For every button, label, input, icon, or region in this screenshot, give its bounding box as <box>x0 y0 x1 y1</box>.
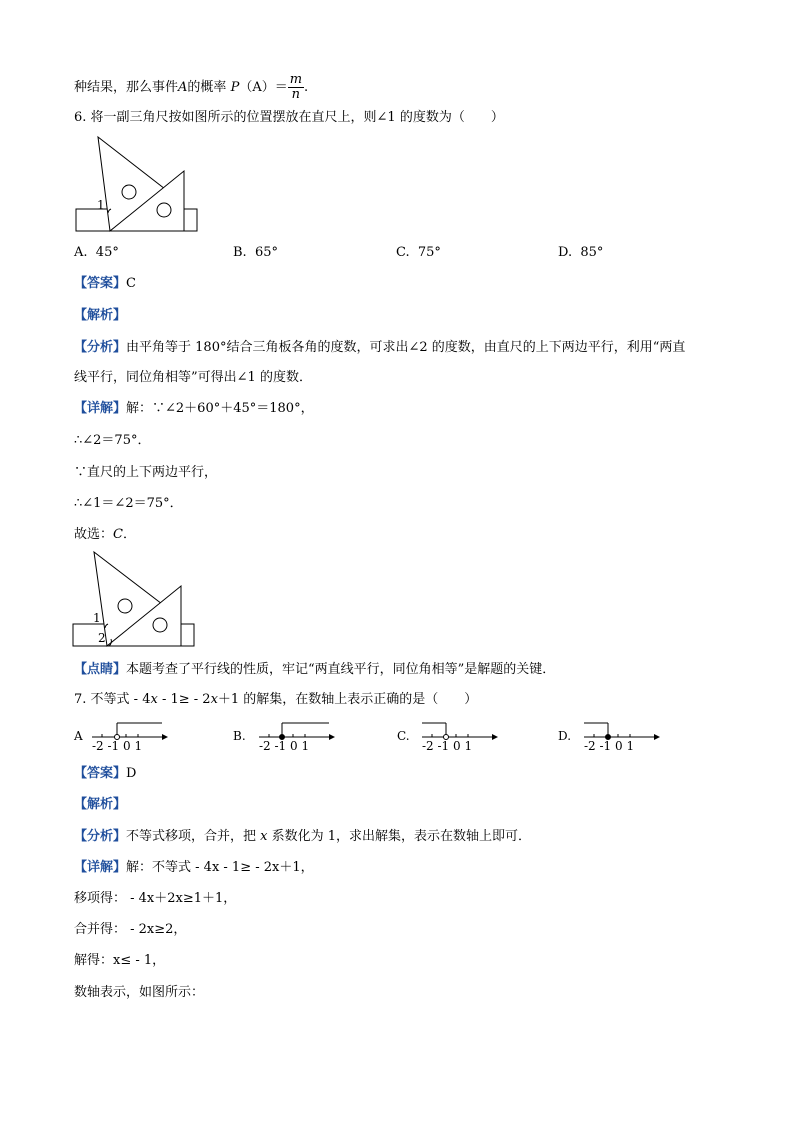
q6-option-d[interactable]: D. 85° <box>558 245 604 260</box>
q7-xiangjie: 【详解】解：不等式 - 4x - 1≥ - 2x＋1， <box>74 860 314 875</box>
q6-stem: 6. 将一副三角尺按如图所示的位置摆放在直尺上，则∠1 的度数为（ ） <box>74 110 504 125</box>
q6-option-a[interactable]: A. 45° <box>74 245 119 260</box>
q6-dianjing: 【点睛】本题考查了平行线的性质，牢记“两直线平行，同位角相等”是解题的关键． <box>74 662 556 677</box>
q6-option-b[interactable]: B. 65° <box>233 245 278 260</box>
q7-option-c-ticks: -2 -1 0 1 <box>422 739 473 753</box>
q7-option-b-ticks: -2 -1 0 1 <box>259 739 310 753</box>
probability-fraction <box>288 73 304 102</box>
prob-symbol: P <box>230 80 240 95</box>
q6-figure-triangles <box>72 134 212 234</box>
q7-option-a-letter[interactable]: A <box>74 729 83 743</box>
q7-step2: 合并得： - 2x≥2， <box>74 922 187 937</box>
q7-option-b-numberline[interactable] <box>257 720 337 740</box>
q6-choose: 故选：C． <box>74 527 136 542</box>
q6-xiangjie-line1: 【详解】解：∵∠2＋60°＋45°＝180°， <box>74 401 314 416</box>
q7-option-c-numberline[interactable] <box>420 720 500 740</box>
q7-fenxi: 【分析】不等式移项，合并，把 x 系数化为 1，求出解集，表示在数轴上即可． <box>74 829 532 844</box>
q7-option-b-letter[interactable]: B. <box>233 729 246 743</box>
fig2-angle1-label: 1 <box>93 611 101 625</box>
q7-stem: 7. 不等式 - 4x - 1≥ - 2x＋1 的解集，在数轴上表示正确的是（ ） <box>74 692 478 707</box>
q7-step3: 解得：x≤ - 1， <box>74 953 166 968</box>
q6-xiangjie-line2: ∴∠2＝75°． <box>74 433 151 448</box>
fig2-angle2-label: 2 <box>98 631 106 645</box>
q6-fenxi-line2: 线平行，同位角相等”可得出∠1 的度数． <box>74 370 312 385</box>
q7-option-d-numberline[interactable] <box>582 720 662 740</box>
q6-figure-triangles-solution <box>70 550 210 650</box>
q7-step1: 移项得： - 4x＋2x≥1＋1， <box>74 891 237 906</box>
q7-option-d-letter[interactable]: D. <box>558 729 572 743</box>
fraction-denominator: n <box>291 87 301 102</box>
q7-answer: 【答案】D <box>74 766 137 781</box>
q7-option-c-letter[interactable]: C. <box>397 729 410 743</box>
intro-text-before: 种结果，那么事件 <box>74 80 179 95</box>
fig1-angle1-label: 1 <box>97 198 105 212</box>
q7-option-a-numberline[interactable] <box>90 720 170 740</box>
q6-analysis-tag: 【解析】 <box>74 308 127 323</box>
intro-line <box>74 73 308 102</box>
q6-xiangjie-line4: ∴∠1＝∠2＝75°． <box>74 496 183 511</box>
q6-xiangjie-line3: ∵直尺的上下两边平行， <box>74 465 218 480</box>
q6-answer: 【答案】C <box>74 276 136 291</box>
prob-arg: （A）＝ <box>239 80 288 95</box>
q7-step4: 数轴表示，如图所示： <box>74 985 205 1000</box>
q6-option-c[interactable]: C. 75° <box>396 245 441 260</box>
intro-text-mid: 的概率 <box>187 80 227 95</box>
intro-end: . <box>304 80 309 95</box>
q7-option-a-ticks: -2 -1 0 1 <box>92 739 143 753</box>
fraction-numerator: m <box>289 72 303 87</box>
q7-analysis-tag: 【解析】 <box>74 797 127 812</box>
intro-event: A <box>178 80 188 95</box>
q7-option-d-ticks: -2 -1 0 1 <box>584 739 635 753</box>
q6-fenxi-line1: 【分析】由平角等于 180°结合三角板各角的度数，可求出∠2 的度数，由直尺的上下两边平行，利用“两直 <box>74 340 686 355</box>
